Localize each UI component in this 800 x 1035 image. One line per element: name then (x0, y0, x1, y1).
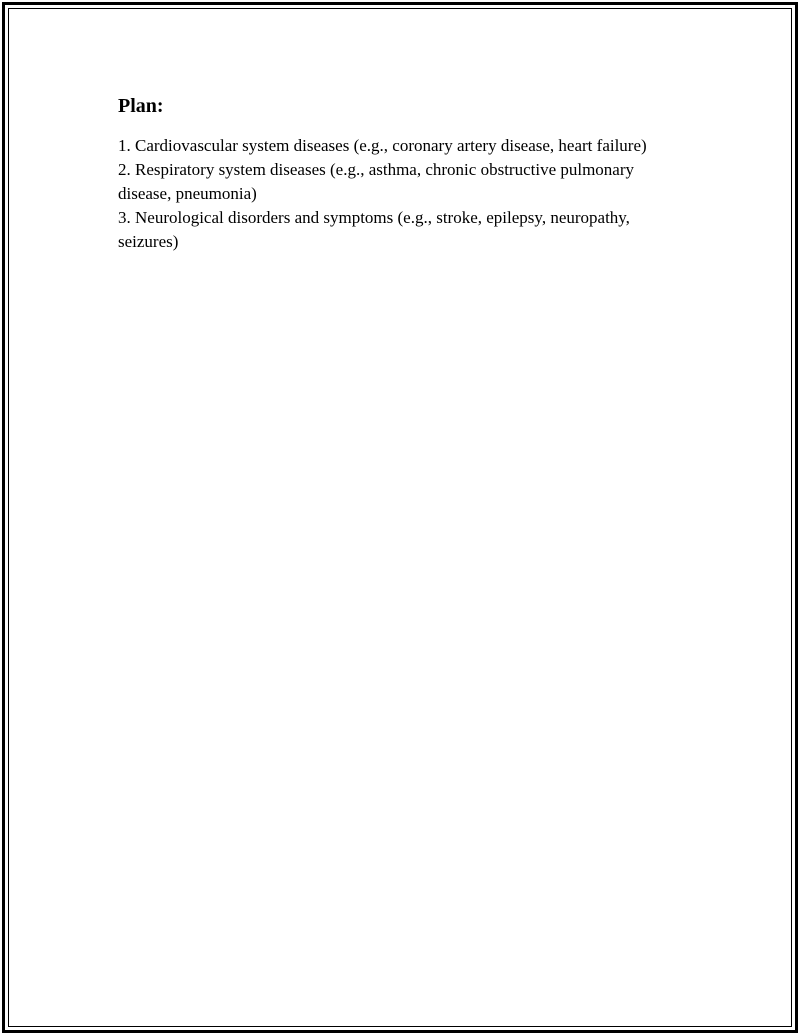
section-heading: Plan: (118, 95, 164, 117)
plan-list (118, 134, 688, 254)
plan-item-neurological: 3. Neurological disorders and symptoms (e.g., stroke, epilepsy, neuropathy, seizures) (118, 208, 630, 251)
plan-item-cardiovascular: 1. Cardiovascular system diseases (e.g., coronary artery disease, heart failure) (118, 136, 647, 155)
plan-item-respiratory: 2. Respiratory system diseases (e.g., asthma, chronic obstructive pulmonary disease, pneumonia) (118, 160, 635, 203)
document-content (118, 94, 688, 254)
